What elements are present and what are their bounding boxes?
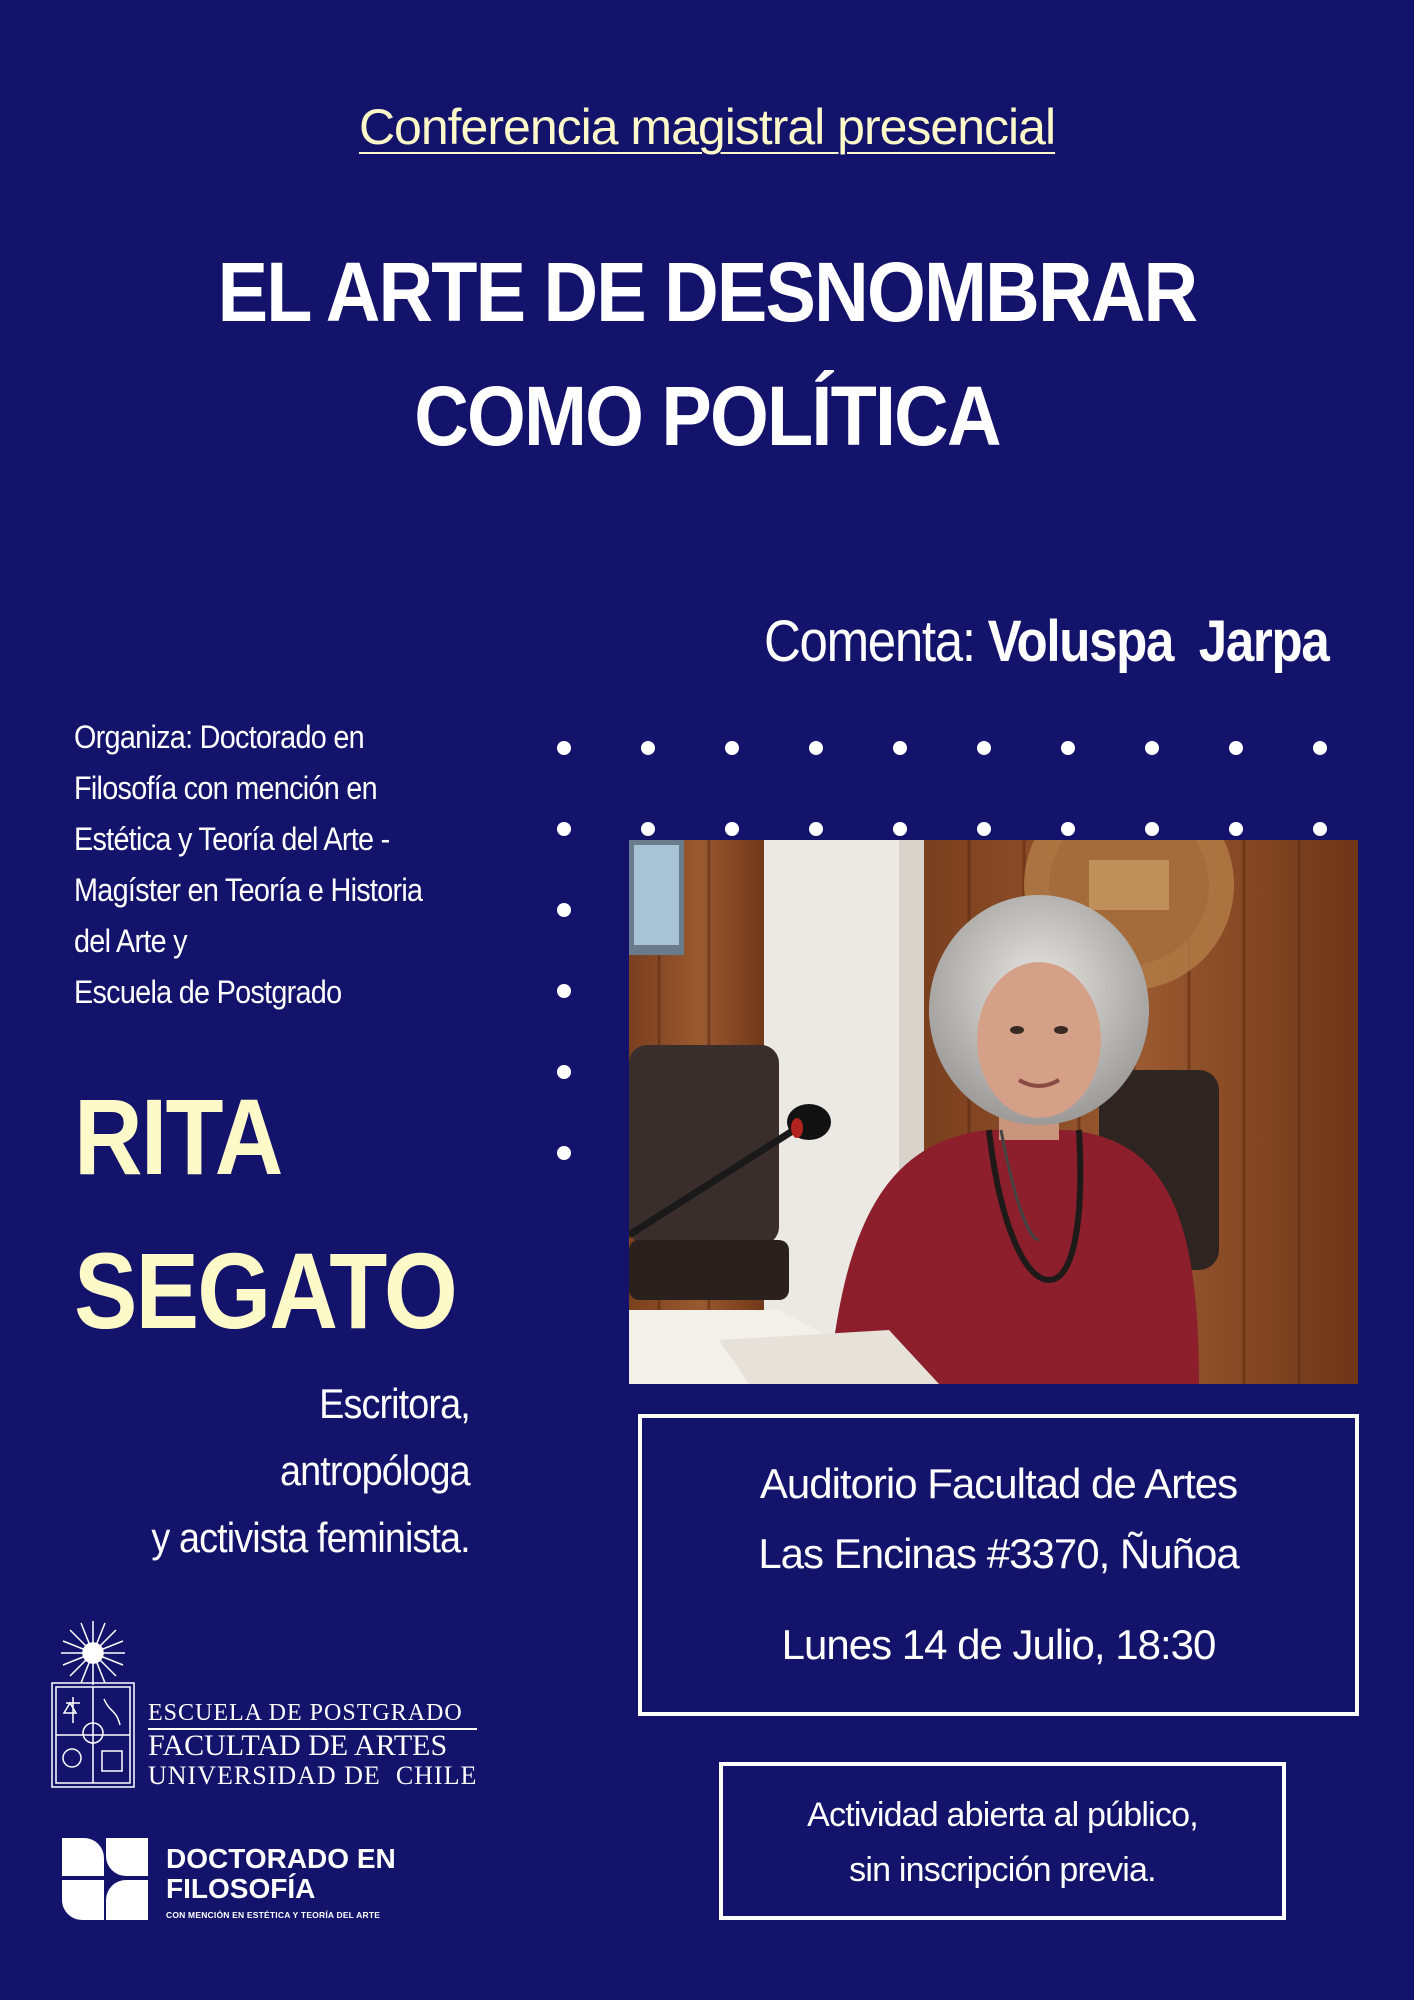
commentator-name: Voluspa Jarpa <box>987 609 1328 674</box>
decorative-dot <box>1313 822 1327 836</box>
commentator <box>764 608 1328 675</box>
logo-doctorado-line-2: FILOSOFÍA <box>166 1873 316 1904</box>
decorative-dot <box>557 1065 571 1079</box>
event-subtitle: Conferencia magistral presencial <box>358 99 1056 155</box>
logo-escuela-line-3: UNIVERSIDAD DE CHILE <box>148 1761 478 1790</box>
event-title-line-1: EL ARTE DE DESNOMBRAR <box>217 245 1197 339</box>
decorative-dot <box>977 741 991 755</box>
decorative-dot <box>557 822 571 836</box>
organizers <box>74 712 452 1018</box>
decorative-dot <box>1229 741 1243 755</box>
speaker-bio-line: antropóloga <box>280 1447 470 1494</box>
speaker-bio-line: Escritora, <box>319 1380 470 1427</box>
organizers-line: Magíster en Teoría e Historia <box>74 872 423 908</box>
decorative-dot <box>557 741 571 755</box>
organizers-line: Organiza: Doctorado en <box>74 719 364 755</box>
logo-doctorado-line-1: DOCTORADO EN <box>166 1843 396 1874</box>
decorative-dot <box>1313 741 1327 755</box>
speaker-bio <box>152 1370 470 1571</box>
decorative-dot <box>977 822 991 836</box>
event-title <box>0 230 1414 478</box>
access-line-1: Actividad abierta al público, <box>807 1796 1198 1834</box>
speaker-last-name: SEGATO <box>74 1230 457 1351</box>
universidad-chile-logo-text <box>148 1698 477 1790</box>
organizers-line: Estética y Teoría del Arte - <box>74 821 390 857</box>
venue-info-box <box>638 1414 1359 1716</box>
decorative-dot <box>557 984 571 998</box>
organizers-line: del Arte y <box>74 923 187 959</box>
decorative-dot <box>1229 822 1243 836</box>
access-info-box <box>719 1762 1286 1920</box>
logo-escuela-line-2: FACULTAD DE ARTES <box>148 1728 477 1762</box>
speaker-first-name: RITA <box>74 1076 282 1197</box>
decorative-dot <box>809 741 823 755</box>
decorative-dot <box>1061 822 1075 836</box>
decorative-dot <box>809 822 823 836</box>
logo-doctorado-line-3: CON MENCIÓN EN ESTÉTICA Y TEORÍA DEL ARTE <box>166 1910 381 1920</box>
decorative-dot <box>1145 741 1159 755</box>
decorative-dot <box>725 741 739 755</box>
event-title-line-2: COMO POLÍTICA <box>414 369 1000 463</box>
speaker-bio-line: y activista feminista. <box>151 1514 470 1561</box>
venue-address: Las Encinas #3370, Ñuñoa <box>758 1530 1239 1577</box>
decorative-dot <box>641 741 655 755</box>
commentator-label: Comenta: <box>763 609 975 674</box>
organizers-line: Escuela de Postgrado <box>74 974 342 1010</box>
logo-escuela-line-1: ESCUELA DE POSTGRADO <box>148 1700 463 1726</box>
decorative-dot <box>641 822 655 836</box>
decorative-dot <box>1145 822 1159 836</box>
decorative-dot <box>557 903 571 917</box>
speaker-name <box>74 1060 456 1368</box>
decorative-dot <box>893 741 907 755</box>
speaker-photo <box>629 840 1358 1384</box>
venue-name: Auditorio Facultad de Artes <box>759 1460 1238 1507</box>
decorative-dot <box>1061 741 1075 755</box>
doctorado-filosofia-logo-text <box>166 1844 396 1920</box>
university-crest-icon <box>50 1613 150 1793</box>
doctorado-mark-icon <box>62 1838 148 1920</box>
organizers-line: Filosofía con mención en <box>74 770 377 806</box>
decorative-dot <box>725 822 739 836</box>
decorative-dot <box>893 822 907 836</box>
access-line-2: sin inscripción previa. <box>849 1851 1156 1889</box>
event-datetime: Lunes 14 de Julio, 18:30 <box>781 1621 1216 1668</box>
decorative-dot <box>557 1146 571 1160</box>
doctorado-filosofia-logo <box>62 1838 148 1920</box>
